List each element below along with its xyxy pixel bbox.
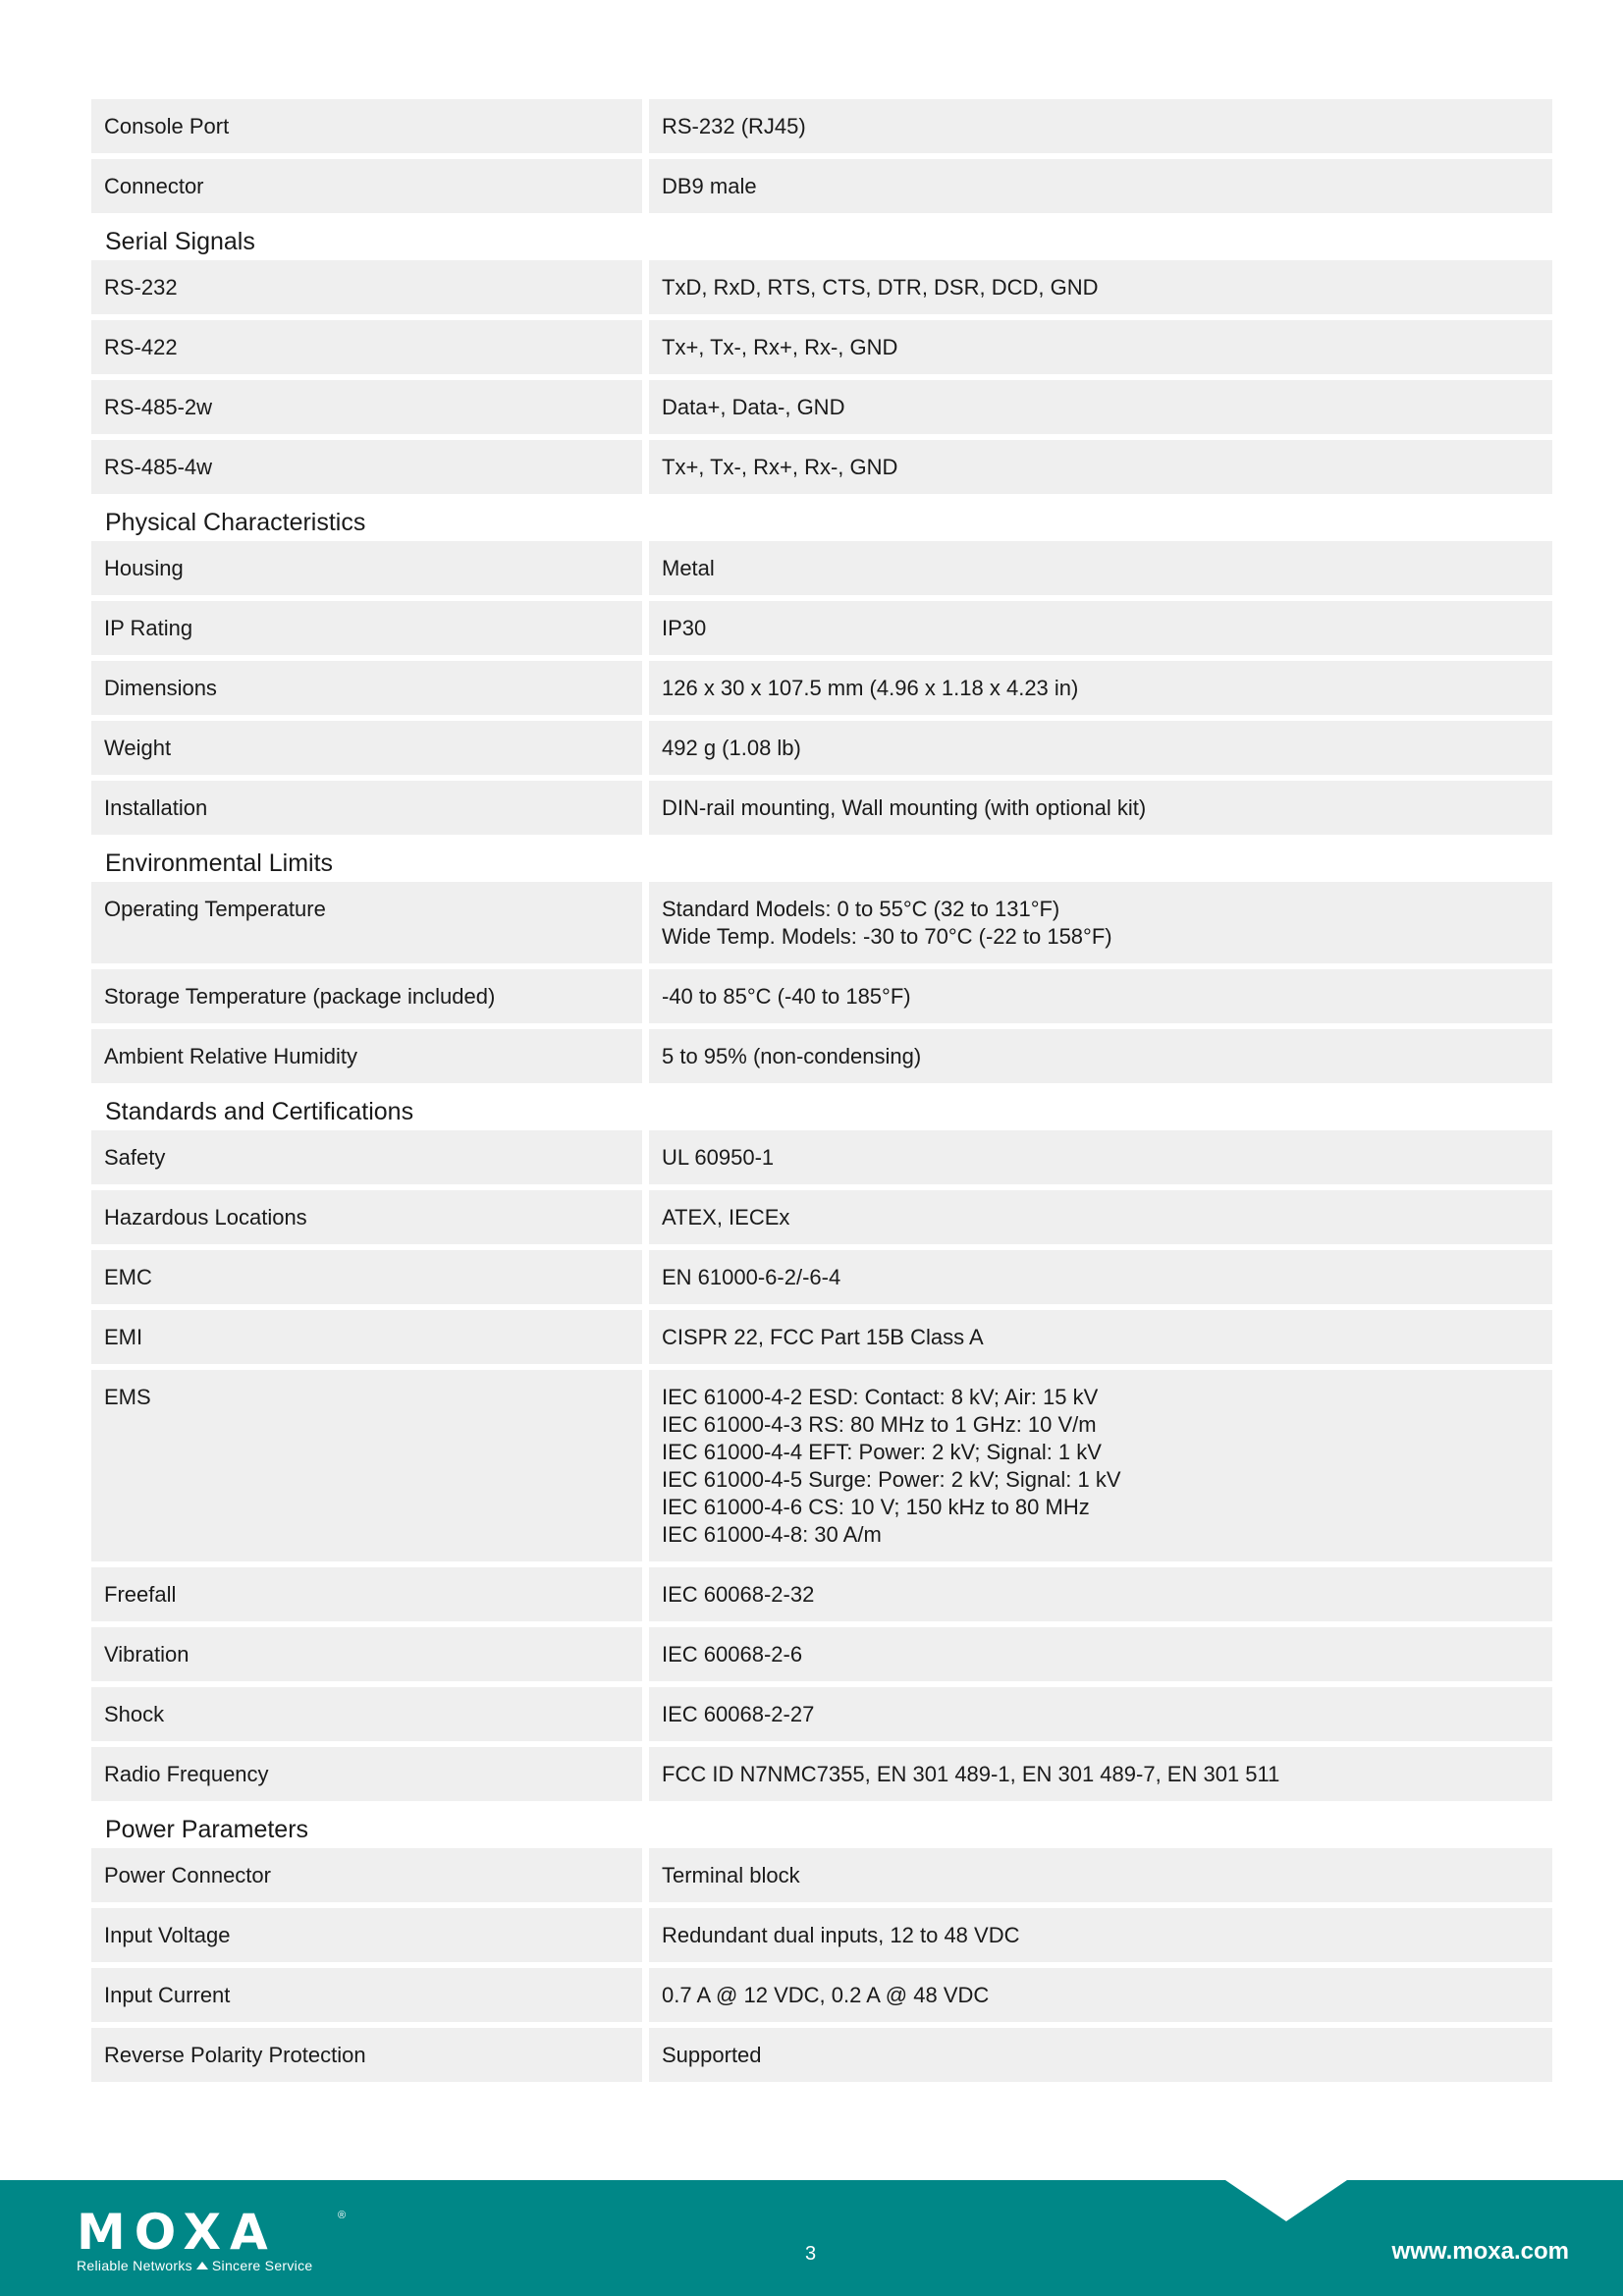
spec-value xyxy=(649,661,1552,715)
spec-row xyxy=(91,99,1552,153)
spec-value xyxy=(649,1130,1552,1184)
spec-value-line: IEC 61000-4-6 CS: 10 V; 150 kHz to 80 MHz xyxy=(662,1495,1090,1519)
spec-value xyxy=(649,320,1552,374)
registered-mark: ® xyxy=(338,2210,347,2221)
spec-value xyxy=(649,1848,1552,1902)
tagline-left: Reliable Networks xyxy=(77,2258,192,2273)
spec-value xyxy=(649,380,1552,434)
spec-value xyxy=(649,721,1552,775)
spec-label: Reverse Polarity Protection xyxy=(91,2028,642,2082)
spec-value-line: Terminal block xyxy=(662,1863,800,1887)
spec-value-line: 5 to 95% (non-condensing) xyxy=(662,1044,922,1068)
spec-value xyxy=(649,1747,1552,1801)
spec-label: IP Rating xyxy=(91,601,642,655)
spec-value-line: FCC ID N7NMC7355, EN 301 489-1, EN 301 489-7, EN 301 511 xyxy=(662,1762,1280,1786)
spec-value xyxy=(649,440,1552,494)
spec-value xyxy=(649,1310,1552,1364)
section-title: Standards and Certifications xyxy=(105,1098,414,1125)
spec-value-line: IP30 xyxy=(662,616,707,640)
spec-row xyxy=(91,440,1552,494)
spec-label: EMI xyxy=(91,1310,642,1364)
spec-value-line: IEC 61000-4-4 EFT: Power: 2 kV; Signal: 1 kV xyxy=(662,1440,1102,1464)
spec-value xyxy=(649,99,1552,153)
spec-row xyxy=(91,320,1552,374)
spec-value-line: TxD, RxD, RTS, CTS, DTR, DSR, DCD, GND xyxy=(662,275,1099,300)
spec-value-line: RS-232 (RJ45) xyxy=(662,114,806,138)
spec-label: EMC xyxy=(91,1250,642,1304)
spec-value xyxy=(649,1567,1552,1621)
spec-label: Shock xyxy=(91,1687,642,1741)
spec-value xyxy=(649,541,1552,595)
spec-value-line: 126 x 30 x 107.5 mm (4.96 x 1.18 x 4.23 in) xyxy=(662,676,1079,700)
spec-row xyxy=(91,541,1552,595)
spec-value-line: IEC 61000-4-2 ESD: Contact: 8 kV; Air: 15 kV xyxy=(662,1385,1099,1409)
spec-label: RS-422 xyxy=(91,320,642,374)
spec-row xyxy=(91,380,1552,434)
spec-value xyxy=(649,1190,1552,1244)
section-title: Environmental Limits xyxy=(105,849,334,877)
spec-value-line: UL 60950-1 xyxy=(662,1145,775,1170)
spec-value-line: Supported xyxy=(662,2043,762,2067)
spec-value xyxy=(649,781,1552,835)
spec-value xyxy=(649,1908,1552,1962)
spec-value-line: IEC 61000-4-5 Surge: Power: 2 kV; Signal: 1 kV xyxy=(662,1467,1121,1492)
logo-wordmark: MOXA xyxy=(77,2204,277,2261)
spec-row xyxy=(91,721,1552,775)
spec-row xyxy=(91,661,1552,715)
footer-notch xyxy=(1225,2180,1347,2221)
spec-value xyxy=(649,882,1552,963)
spec-value-line: IEC 60068-2-27 xyxy=(662,1702,815,1726)
spec-value-line: IEC 61000-4-3 RS: 80 MHz to 1 GHz: 10 V/m xyxy=(662,1412,1097,1437)
spec-value-line: Tx+, Tx-, Rx+, Rx-, GND xyxy=(662,335,898,359)
spec-value-line: 0.7 A @ 12 VDC, 0.2 A @ 48 VDC xyxy=(662,1983,990,2007)
spec-value xyxy=(649,601,1552,655)
spec-value-line: Redundant dual inputs, 12 to 48 VDC xyxy=(662,1923,1020,1947)
spec-label: Freefall xyxy=(91,1567,642,1621)
spec-value xyxy=(649,1370,1552,1561)
spec-value-line: DB9 male xyxy=(662,174,757,198)
spec-row xyxy=(91,1310,1552,1364)
spec-row xyxy=(91,1130,1552,1184)
spec-label: Safety xyxy=(91,1130,642,1184)
spec-row xyxy=(91,1567,1552,1621)
spec-row xyxy=(91,260,1552,314)
spec-row xyxy=(91,1370,1552,1561)
spec-row xyxy=(91,969,1552,1023)
spec-row xyxy=(91,882,1552,963)
spec-label: Housing xyxy=(91,541,642,595)
spec-value-line: Wide Temp. Models: -30 to 70°C (-22 to 158°F) xyxy=(662,924,1112,949)
spec-row xyxy=(91,1250,1552,1304)
spec-label: RS-485-2w xyxy=(91,380,642,434)
spec-row xyxy=(91,781,1552,835)
spec-label: RS-232 xyxy=(91,260,642,314)
spec-label: Input Current xyxy=(91,1968,642,2022)
spec-label: Power Connector xyxy=(91,1848,642,1902)
spec-value-line: IEC 60068-2-6 xyxy=(662,1642,803,1667)
tagline-right: Sincere Service xyxy=(211,2258,313,2273)
spec-row xyxy=(91,1908,1552,1962)
spec-row xyxy=(91,1190,1552,1244)
spec-row xyxy=(91,1627,1552,1681)
footer-bar xyxy=(0,2180,1623,2296)
spec-label: Installation xyxy=(91,781,642,835)
spec-value-line: IEC 61000-4-8: 30 A/m xyxy=(662,1522,882,1547)
spec-value-line: Standard Models: 0 to 55°C (32 to 131°F) xyxy=(662,897,1060,921)
section-title: Power Parameters xyxy=(105,1816,309,1843)
spec-value xyxy=(649,1687,1552,1741)
spec-row xyxy=(91,2028,1552,2082)
spec-label: RS-485-4w xyxy=(91,440,642,494)
spec-value xyxy=(649,1250,1552,1304)
spec-value-line: 492 g (1.08 lb) xyxy=(662,736,801,760)
spec-value-line: CISPR 22, FCC Part 15B Class A xyxy=(662,1325,984,1349)
page-number: 3 xyxy=(805,2243,817,2265)
section-title: Serial Signals xyxy=(105,228,255,255)
spec-value-line: Tx+, Tx-, Rx+, Rx-, GND xyxy=(662,455,898,479)
spec-value xyxy=(649,260,1552,314)
spec-value xyxy=(649,1627,1552,1681)
spec-label: Radio Frequency xyxy=(91,1747,642,1801)
spec-value-line: EN 61000-6-2/-6-4 xyxy=(662,1265,841,1289)
spec-value-line: Data+, Data-, GND xyxy=(662,395,845,419)
logo-tagline xyxy=(77,2257,312,2274)
spec-value xyxy=(649,2028,1552,2082)
website-link[interactable]: www.moxa.com xyxy=(1391,2238,1569,2265)
spec-row xyxy=(91,1687,1552,1741)
spec-row xyxy=(91,159,1552,213)
spec-label: Ambient Relative Humidity xyxy=(91,1029,642,1083)
spec-row xyxy=(91,601,1552,655)
spec-label: Input Voltage xyxy=(91,1908,642,1962)
spec-label: Vibration xyxy=(91,1627,642,1681)
spec-value xyxy=(649,1968,1552,2022)
spec-label: Connector xyxy=(91,159,642,213)
spec-value-line: DIN-rail mounting, Wall mounting (with optional kit) xyxy=(662,795,1147,820)
spec-row xyxy=(91,1848,1552,1902)
spec-label: EMS xyxy=(91,1370,642,1561)
spec-label: Dimensions xyxy=(91,661,642,715)
spec-row xyxy=(91,1029,1552,1083)
spec-value-line: ATEX, IECEx xyxy=(662,1205,790,1230)
spec-label: Weight xyxy=(91,721,642,775)
triangle-icon xyxy=(196,2262,208,2269)
moxa-logo xyxy=(77,2204,347,2274)
spec-label: Hazardous Locations xyxy=(91,1190,642,1244)
spec-value xyxy=(649,969,1552,1023)
spec-label: Storage Temperature (package included) xyxy=(91,969,642,1023)
spec-table xyxy=(91,99,1552,2088)
spec-row xyxy=(91,1968,1552,2022)
spec-value xyxy=(649,159,1552,213)
section-title: Physical Characteristics xyxy=(105,509,366,536)
spec-value-line: -40 to 85°C (-40 to 185°F) xyxy=(662,984,911,1009)
spec-label: Console Port xyxy=(91,99,642,153)
spec-value-line: IEC 60068-2-32 xyxy=(662,1582,815,1607)
spec-label: Operating Temperature xyxy=(91,882,642,963)
spec-row xyxy=(91,1747,1552,1801)
spec-value-line: Metal xyxy=(662,556,715,580)
spec-value xyxy=(649,1029,1552,1083)
